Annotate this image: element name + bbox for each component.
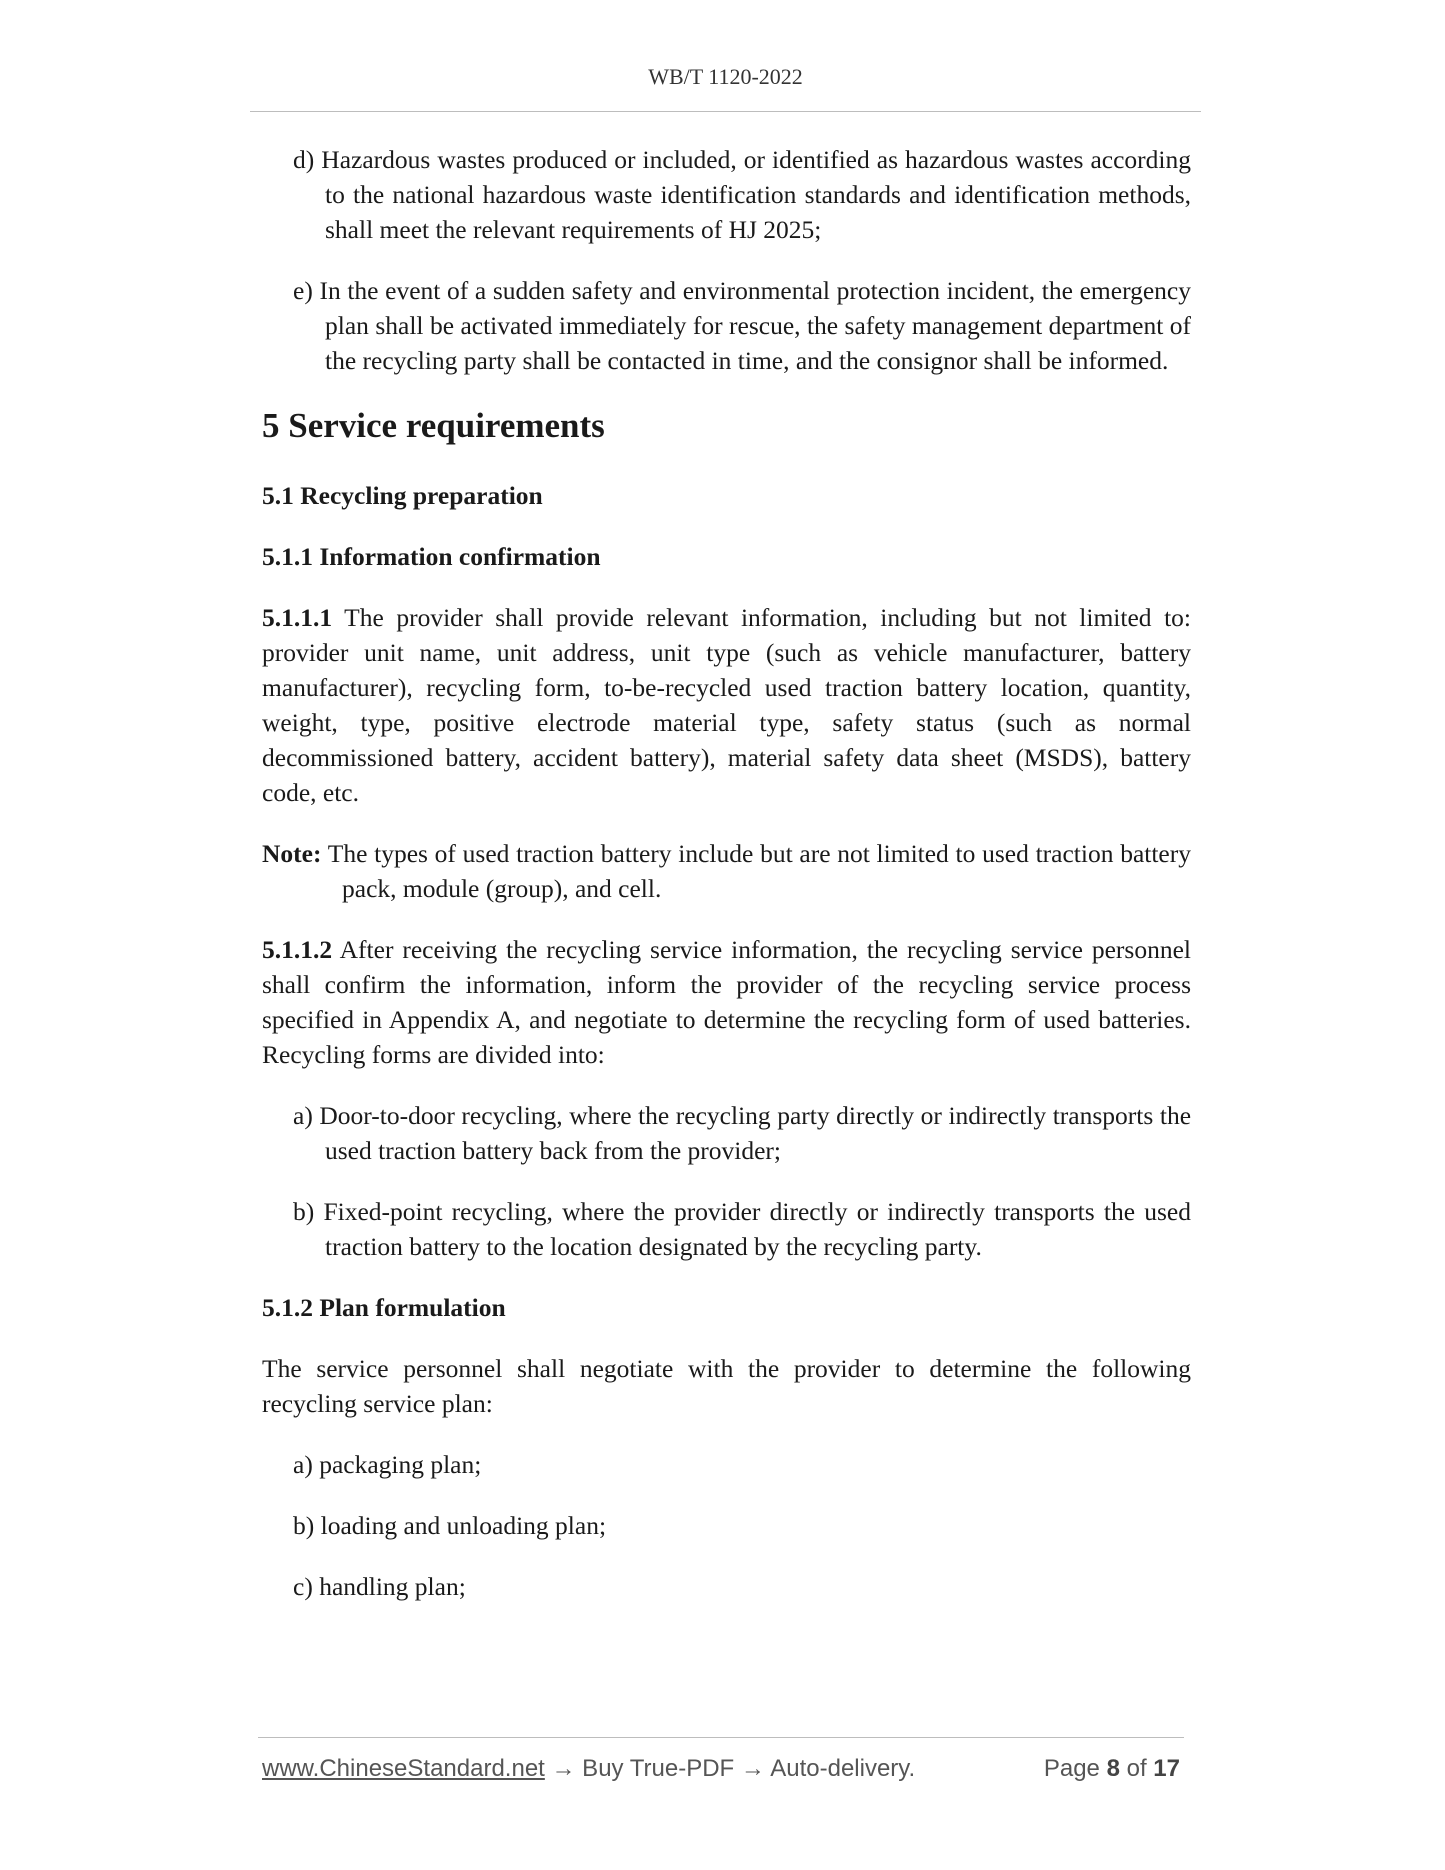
page-indicator: Page 8 of 17 — [1043, 1755, 1180, 1782]
list-item-d: d) Hazardous wastes produced or included, or identified as hazardous wastes according to the national hazardous waste identification standards and identification methods, shall meet the relevant requirements of HJ 2025; — [293, 145, 1191, 244]
footer-divider — [258, 1737, 1184, 1738]
plan-intro: The service personnel shall negotiate with the provider to determine the following recycling service plan: — [262, 1354, 1191, 1418]
header-divider — [250, 111, 1201, 112]
page-footer — [262, 1755, 1180, 1785]
plan-item-b: b) loading and unloading plan; — [293, 1511, 607, 1540]
plan-item-c: c) handling plan; — [293, 1572, 466, 1601]
plan-item-a: a) packaging plan; — [293, 1450, 482, 1479]
list-item-b-fixed-point: b) Fixed-point recycling, where the provider directly or indirectly transports the used traction battery to the location designated by the recycling party. — [293, 1197, 1191, 1261]
clause-number: 5.1.1.1 — [262, 603, 333, 632]
section-heading-5-1: 5.1 Recycling preparation — [262, 481, 543, 510]
section-heading-5-1-1: 5.1.1 Information confirmation — [262, 542, 601, 571]
total-pages: 17 — [1153, 1755, 1180, 1782]
page-body — [262, 142, 1191, 1630]
running-header: WB/T 1120-2022 — [648, 64, 803, 89]
list-item-a-door-to-door: a) Door-to-door recycling, where the recycling party directly or indirectly transports the used traction battery back from the provider; — [293, 1101, 1192, 1165]
list-item-e: e) In the event of a sudden safety and environmental protection incident, the emergency plan shall be activated immediately for rescue, the safety management department of the recycling party shall be contacted in time, and the consignor shall be informed. — [293, 276, 1191, 375]
note-label: Note: — [262, 839, 322, 868]
website-link[interactable]: www.ChineseStandard.net — [262, 1755, 545, 1782]
footer-tagline: → Buy True-PDF → Auto-delivery. — [544, 1755, 916, 1782]
note: Note: The types of used traction battery include but are not limited to used traction battery pack, module (group), and cell. — [262, 839, 1191, 903]
footer-promo — [262, 1755, 915, 1783]
section-heading-5-1-2: 5.1.2 Plan formulation — [262, 1293, 506, 1322]
clause-number: 5.1.1.2 — [262, 935, 333, 964]
clause-5-1-1-2: 5.1.1.2 After receiving the recycling service information, the recycling service personnel shall confirm the information, inform the provider of the recycling service process specified in Appendix A, and negotiate to determine the recycling form of used batteries. Recycling forms are divided into: — [262, 935, 1191, 1069]
clause-5-1-1-1: 5.1.1.1 The provider shall provide relevant information, including but not limited to: provider unit name, unit address, unit type (such as vehicle manufacturer, battery manufacturer), recycling form, to-be-recycled used traction battery location, quantity, weight, type, positive electrode material type, safety status (such as normal decommissioned battery, accident battery), material safety data sheet (MSDS), battery code, etc. — [262, 603, 1191, 807]
current-page: 8 — [1106, 1755, 1120, 1782]
section-heading-5: 5 Service requirements — [262, 406, 605, 445]
